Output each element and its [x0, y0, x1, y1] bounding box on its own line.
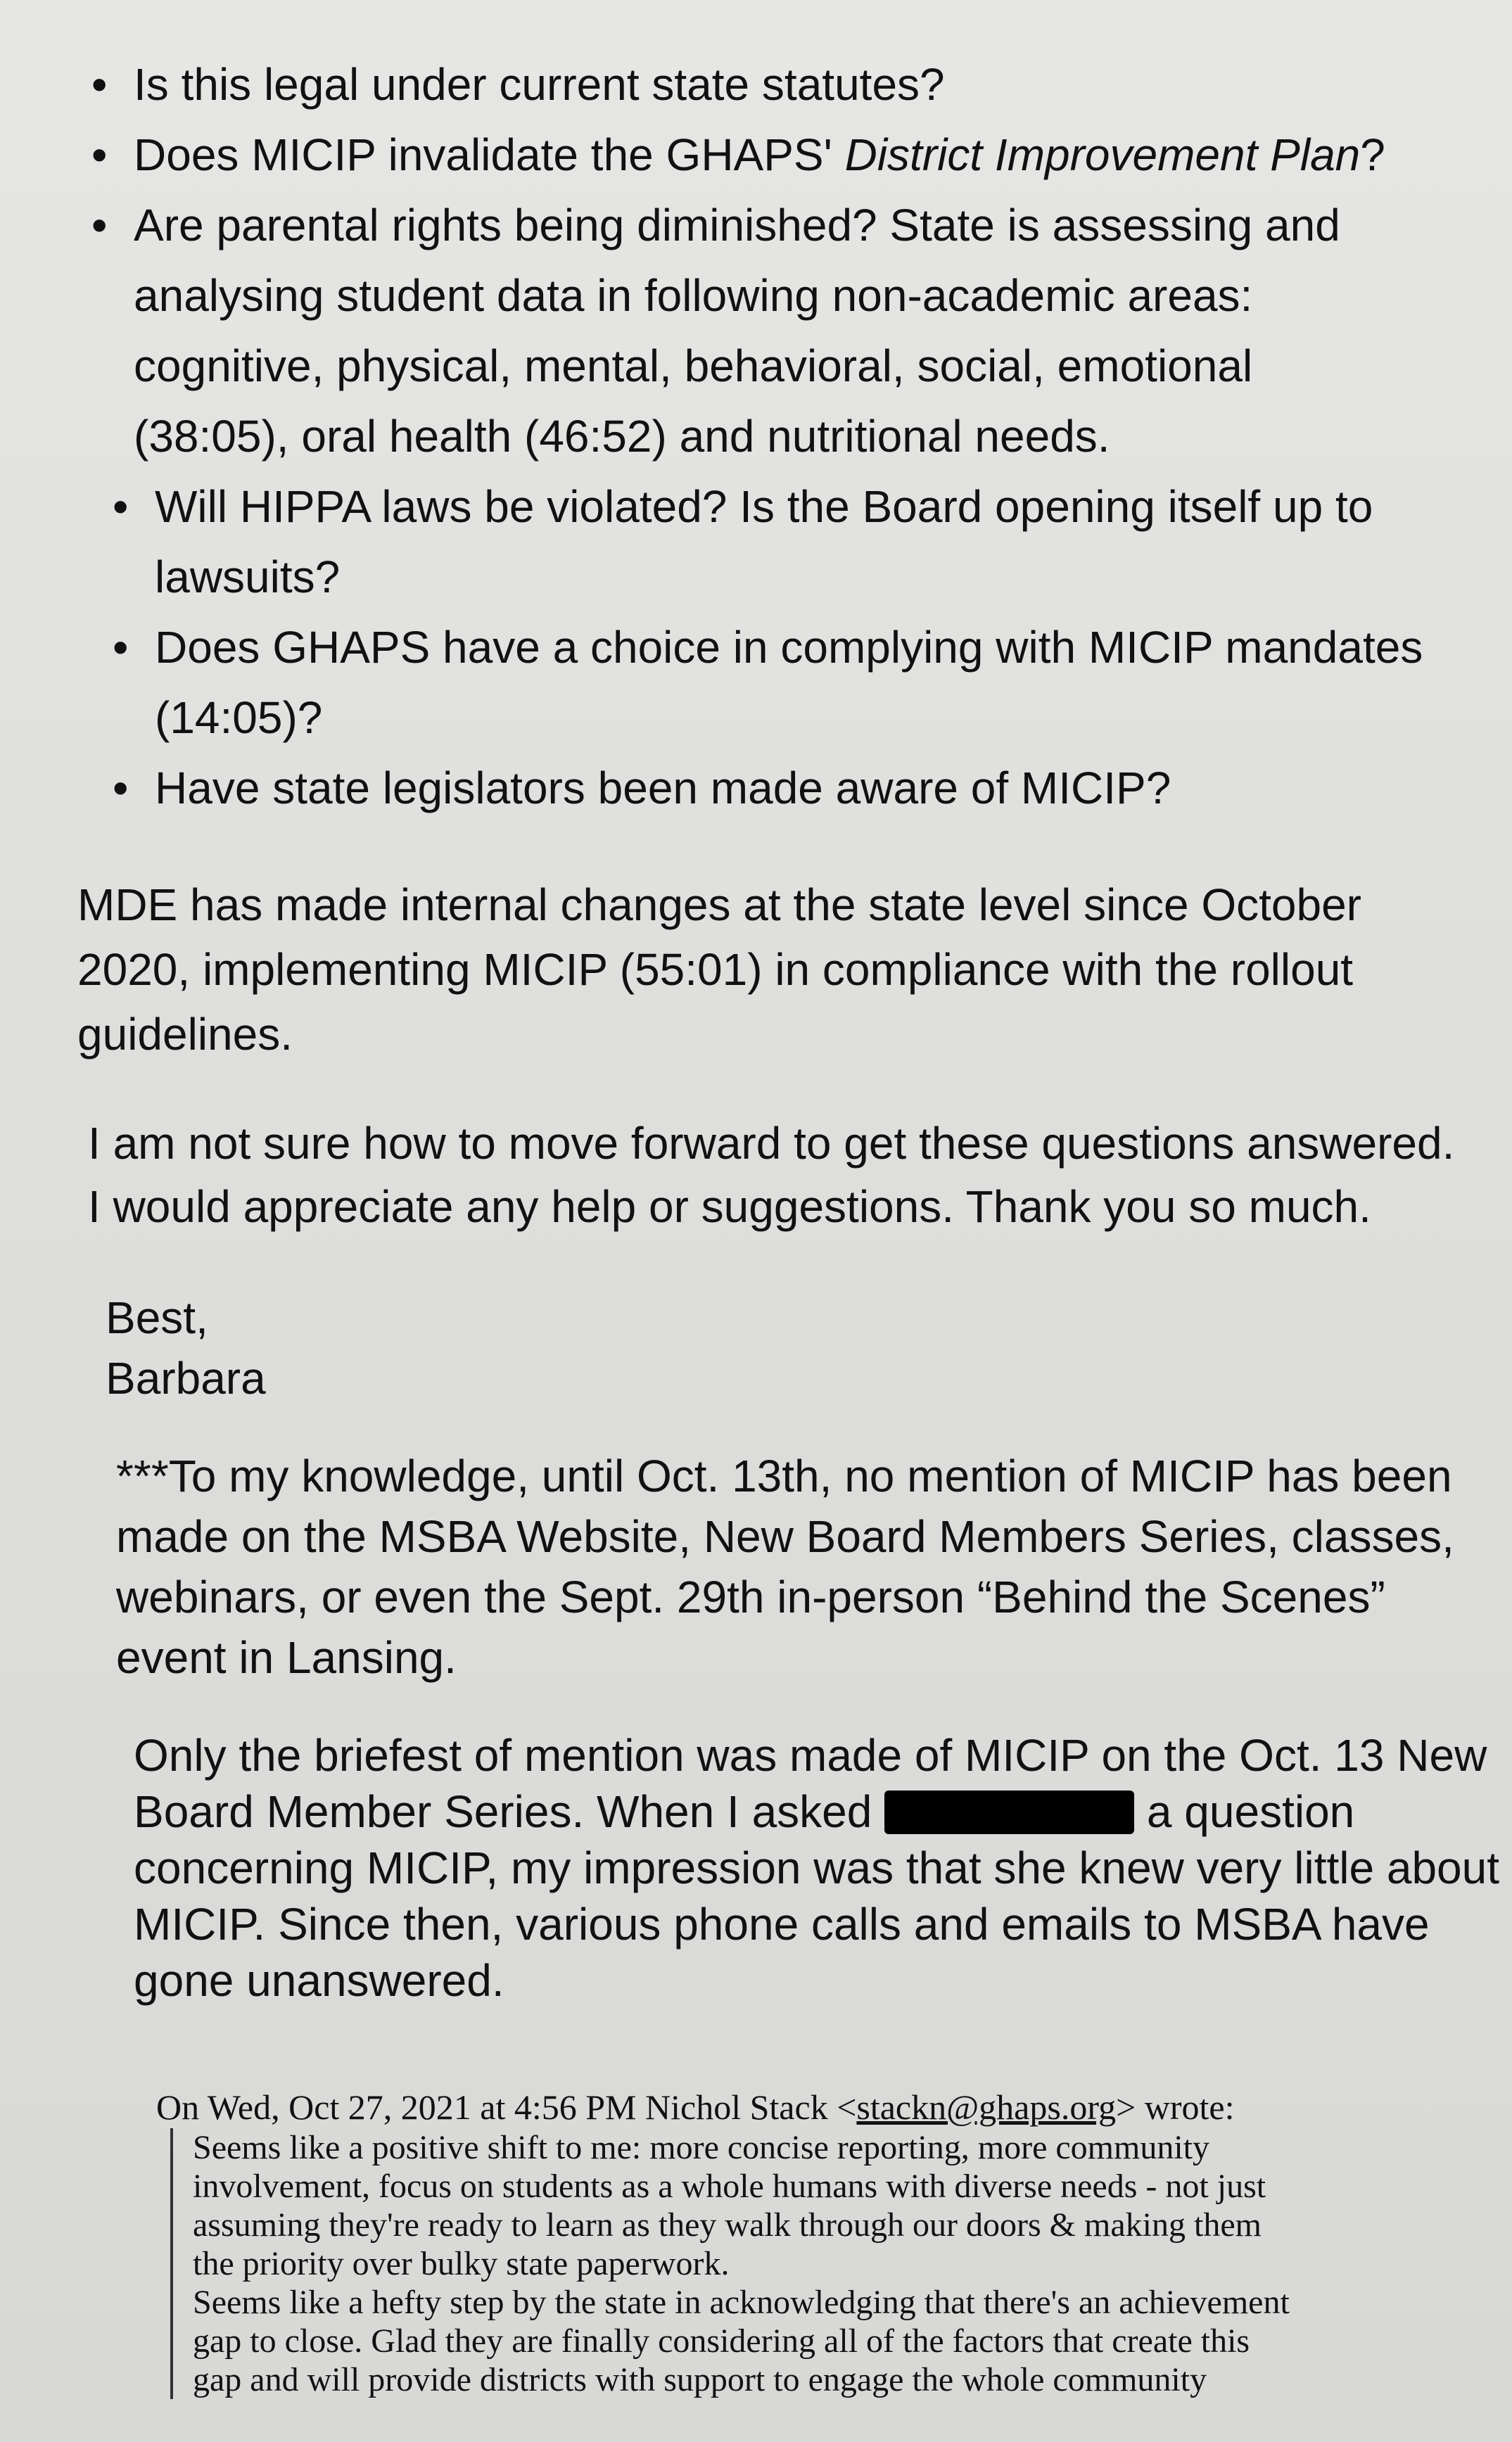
email-quote-body: [170, 2128, 1501, 2399]
list-item: [106, 612, 1492, 753]
bullet-text: Is this legal under current state statutes?: [134, 59, 945, 110]
list-item: [84, 49, 1492, 120]
paragraph-line: Only the briefest of mention was made of MICIP on the Oct. 13 New: [134, 1730, 1487, 1781]
bullet-line: • Are parental rights being diminished? State is assessing and: [134, 200, 1340, 250]
bullet-text: ?: [1360, 129, 1385, 180]
redaction-bar: [884, 1791, 1134, 1834]
list-item: [84, 120, 1492, 190]
list-item: [106, 471, 1492, 612]
quote-line: Seems like a hefty step by the state in acknowledging that there's an achievement: [193, 2284, 1290, 2321]
briefest-paragraph: [134, 1727, 1512, 2009]
header-text: On Wed, Oct 27, 2021 at 4:56 PM Nichol Stack <: [156, 2087, 857, 2127]
quote-line: involvement, focus on students as a whole humans with diverse needs - not just: [193, 2168, 1266, 2205]
bullet-line: • Does GHAPS have a choice in complying with MICIP mandates: [155, 622, 1423, 673]
closing: Best,: [106, 1292, 208, 1343]
list-item: [84, 190, 1492, 471]
paragraph-line: event in Lansing.: [116, 1632, 457, 1683]
header-text: > wrote:: [1116, 2087, 1235, 2127]
bullet-line: lawsuits?: [155, 552, 341, 602]
bullet-line: analysing student data in following non-academic areas:: [134, 270, 1253, 321]
bullet-line: (38:05), oral health (46:52) and nutritional needs.: [134, 411, 1110, 462]
sign-off: [106, 1287, 1499, 1408]
bullet-line: (14:05)?: [155, 692, 323, 743]
paragraph-line: MICIP. Since then, various phone calls and emails to MSBA have: [134, 1899, 1430, 1950]
list-item: [106, 753, 1492, 823]
quote-line: Seems like a positive shift to me: more concise reporting, more community: [193, 2129, 1210, 2166]
mde-paragraph: [77, 872, 1470, 1067]
email-quote-header: [156, 2086, 1235, 2128]
paragraph-line: 2020, implementing MICIP (55:01) in compliance with the rollout: [77, 944, 1354, 995]
quote-line: assuming they're ready to learn as they walk through our doors & making them: [193, 2206, 1262, 2244]
paragraph-line: [134, 1783, 1512, 1840]
question-list: [84, 49, 1492, 823]
request-paragraph: [88, 1112, 1481, 1238]
paragraph-line: gone unanswered.: [134, 1955, 504, 2006]
paragraph-line: ***To my knowledge, until Oct. 13th, no mention of MICIP has been: [116, 1451, 1452, 1501]
line-text: Board Member Series. When I asked: [134, 1786, 885, 1837]
paragraph-line: I would appreciate any help or suggestions. Thank you so much.: [88, 1181, 1371, 1232]
paragraph-line: made on the MSBA Website, New Board Members Series, classes,: [116, 1511, 1454, 1562]
bullet-line: • Will HIPPA laws be violated? Is the Board opening itself up to: [155, 481, 1373, 532]
paragraph-line: webinars, or even the Sept. 29th in-person “Behind the Scenes”: [116, 1572, 1385, 1622]
quote-line: gap and will provide districts with support to engage the whole community: [193, 2361, 1207, 2398]
knowledge-note: [116, 1446, 1509, 1688]
bullet-text: Have state legislators been made aware of MICIP?: [155, 763, 1171, 813]
line-text: a question: [1134, 1786, 1355, 1837]
plan-title-italic: District Improvement Plan: [844, 129, 1361, 180]
paragraph-line: MDE has made internal changes at the state level since October: [77, 879, 1361, 930]
email-address-link[interactable]: stackn@ghaps.org: [856, 2087, 1117, 2127]
signature-name: Barbara: [106, 1353, 266, 1404]
quote-line: the priority over bulky state paperwork.: [193, 2245, 730, 2282]
paragraph-line: concerning MICIP, my impression was that she knew very little about: [134, 1843, 1499, 1893]
paragraph-line: guidelines.: [77, 1009, 293, 1060]
bullet-text: Does MICIP invalidate the GHAPS': [134, 129, 845, 180]
paragraph-line: I am not sure how to move forward to get these questions answered.: [88, 1118, 1455, 1169]
bullet-line: cognitive, physical, mental, behavioral, social, emotional: [134, 341, 1253, 391]
quote-line: gap to close. Glad they are finally considering all of the factors that create this: [193, 2322, 1250, 2360]
